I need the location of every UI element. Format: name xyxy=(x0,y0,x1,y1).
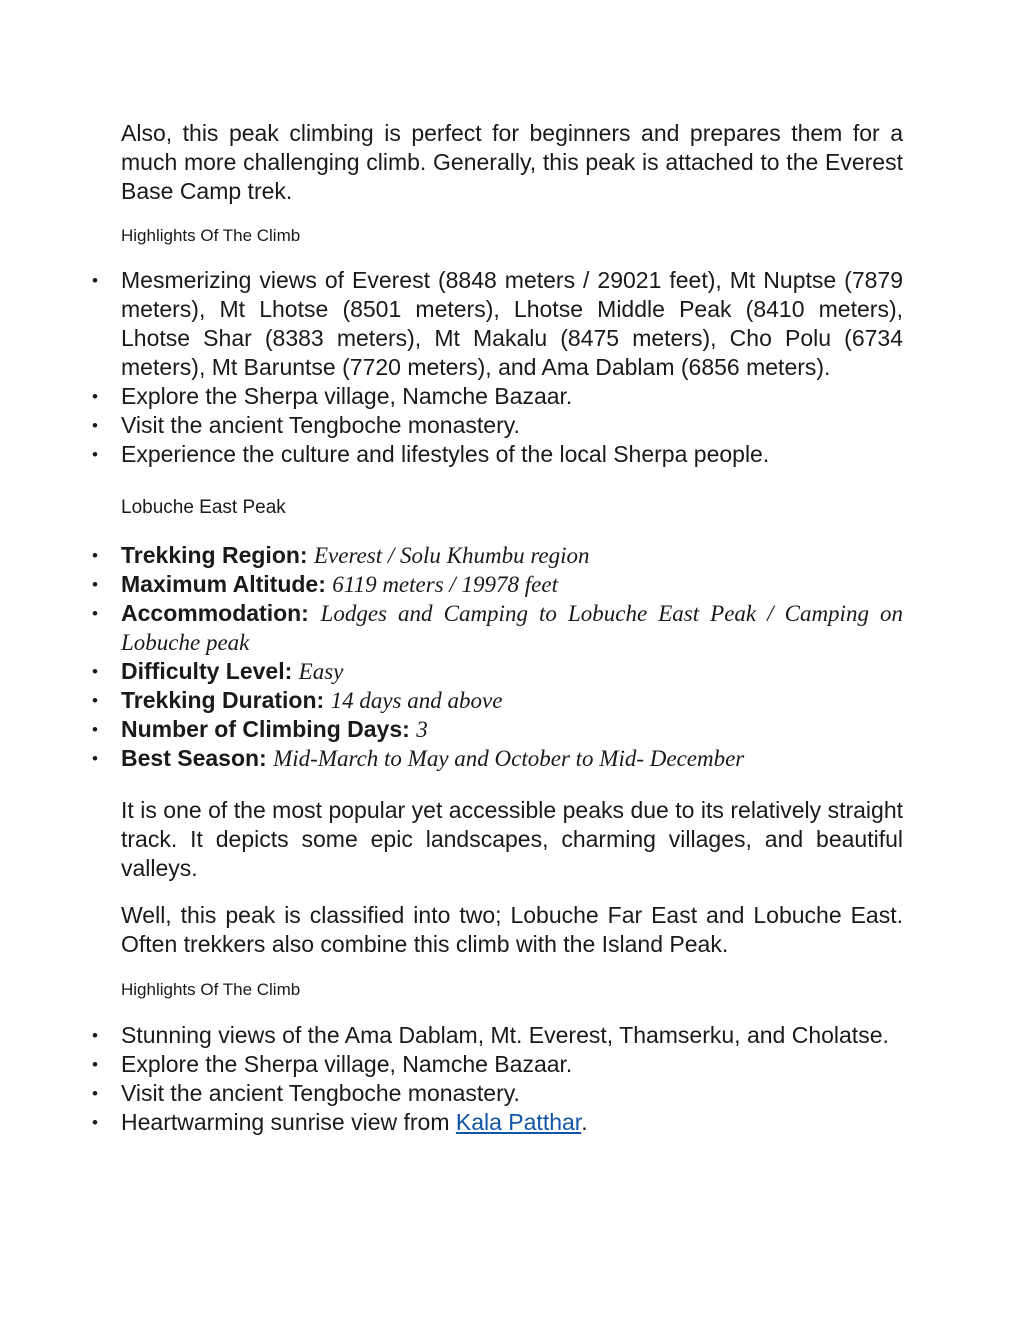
bullet-icon: • xyxy=(92,691,98,710)
lobuche-heading: Lobuche East Peak xyxy=(121,497,286,518)
fact-maximum-altitude xyxy=(92,570,903,599)
document-page xyxy=(92,119,904,1137)
list-item-text: Explore the Sherpa village, Namche Bazaar. xyxy=(121,383,573,409)
list-item-text: Heartwarming sunrise view from xyxy=(121,1109,456,1135)
bullet-icon: • xyxy=(92,604,98,623)
list-item-text: Visit the ancient Tengboche monastery. xyxy=(121,1080,520,1106)
fact-trekking-duration xyxy=(92,686,903,715)
bullet-icon: • xyxy=(92,271,98,290)
fact-label: Best Season: xyxy=(121,745,267,771)
fact-label: Trekking Duration: xyxy=(121,687,325,713)
kala-patthar-link[interactable]: Kala Patthar xyxy=(455,1109,582,1135)
lobuche-facts-list xyxy=(92,541,904,773)
bullet-icon: • xyxy=(92,749,98,768)
highlights-list-2 xyxy=(92,1021,903,1137)
list-item-text: Mesmerizing views of Everest (8848 meters / 29021 feet), Mt Nuptse (7879 meters), Mt Lhotse (8501 meters), Lhotse Middle Peak (8410 meters), Lhotse Shar (8383 meters), Mt Makalu (8475 meters), Cho Polu (6734 meters), Mt Baruntse (7720 meters), and Ama Dablam (6856 meters). xyxy=(121,267,903,380)
fact-difficulty-level xyxy=(92,657,903,686)
fact-value: 14 days and above xyxy=(330,688,503,713)
fact-value: Mid-March to May and October to Mid- December xyxy=(273,746,745,771)
bullet-icon: • xyxy=(92,1026,98,1045)
list-item-suffix: . xyxy=(581,1109,588,1135)
fact-accommodation xyxy=(92,599,904,657)
list-item-text: Stunning views of the Ama Dablam, Mt. Everest, Thamserku, and Cholatse. xyxy=(121,1022,889,1048)
lobuche-paragraph-1: It is one of the most popular yet accessible peaks due to its relatively straight track. It depicts some epic landscapes, charming villages, and beautiful valleys. xyxy=(121,797,903,881)
fact-value: Lodges and Camping to Lobuche East Peak / Camping on Lobuche peak xyxy=(121,601,904,655)
bullet-icon: • xyxy=(92,1113,98,1132)
bullet-icon: • xyxy=(92,416,98,435)
list-item-text: Explore the Sherpa village, Namche Bazaar. xyxy=(121,1051,573,1077)
fact-label: Trekking Region: xyxy=(121,542,308,568)
bullet-icon: • xyxy=(92,662,98,681)
fact-label: Maximum Altitude: xyxy=(121,571,326,597)
fact-value: 6119 meters / 19978 feet xyxy=(332,572,558,597)
fact-value: Everest / Solu Khumbu region xyxy=(313,543,590,568)
fact-trekking-region xyxy=(92,541,903,570)
fact-label: Difficulty Level: xyxy=(121,658,293,684)
list-item xyxy=(92,1108,903,1137)
fact-label: Accommodation: xyxy=(121,600,309,626)
list-item xyxy=(92,1079,903,1108)
list-item xyxy=(92,266,903,382)
bullet-icon: • xyxy=(92,1084,98,1103)
bullet-icon: • xyxy=(92,387,98,406)
fact-climbing-days xyxy=(92,715,903,744)
fact-value: 3 xyxy=(416,717,428,742)
bullet-icon: • xyxy=(92,546,98,565)
list-item-text: Experience the culture and lifestyles of the local Sherpa people. xyxy=(121,441,770,467)
bullet-icon: • xyxy=(92,445,98,464)
list-item xyxy=(92,1050,903,1079)
lobuche-paragraph-2: Well, this peak is classified into two; Lobuche Far East and Lobuche East. Often trekkers also combine this climb with the Island Peak. xyxy=(121,902,903,957)
highlights-list-1 xyxy=(92,266,903,469)
fact-label: Number of Climbing Days: xyxy=(121,716,410,742)
list-item xyxy=(92,411,903,440)
bullet-icon: • xyxy=(92,575,98,594)
fact-value: Easy xyxy=(298,659,344,684)
fact-best-season xyxy=(92,744,903,773)
highlights-heading-1: Highlights Of The Climb xyxy=(121,226,301,245)
list-item xyxy=(92,382,903,411)
list-item xyxy=(92,1021,903,1050)
highlights-heading-2: Highlights Of The Climb xyxy=(121,980,301,999)
intro-paragraph: Also, this peak climbing is perfect for beginners and prepares them for a much more challenging climb. Generally, this peak is attached to the Everest Base Camp trek. xyxy=(121,120,903,204)
bullet-icon: • xyxy=(92,1055,98,1074)
list-item xyxy=(92,440,903,469)
bullet-icon: • xyxy=(92,720,98,739)
list-item-text: Visit the ancient Tengboche monastery. xyxy=(121,412,520,438)
